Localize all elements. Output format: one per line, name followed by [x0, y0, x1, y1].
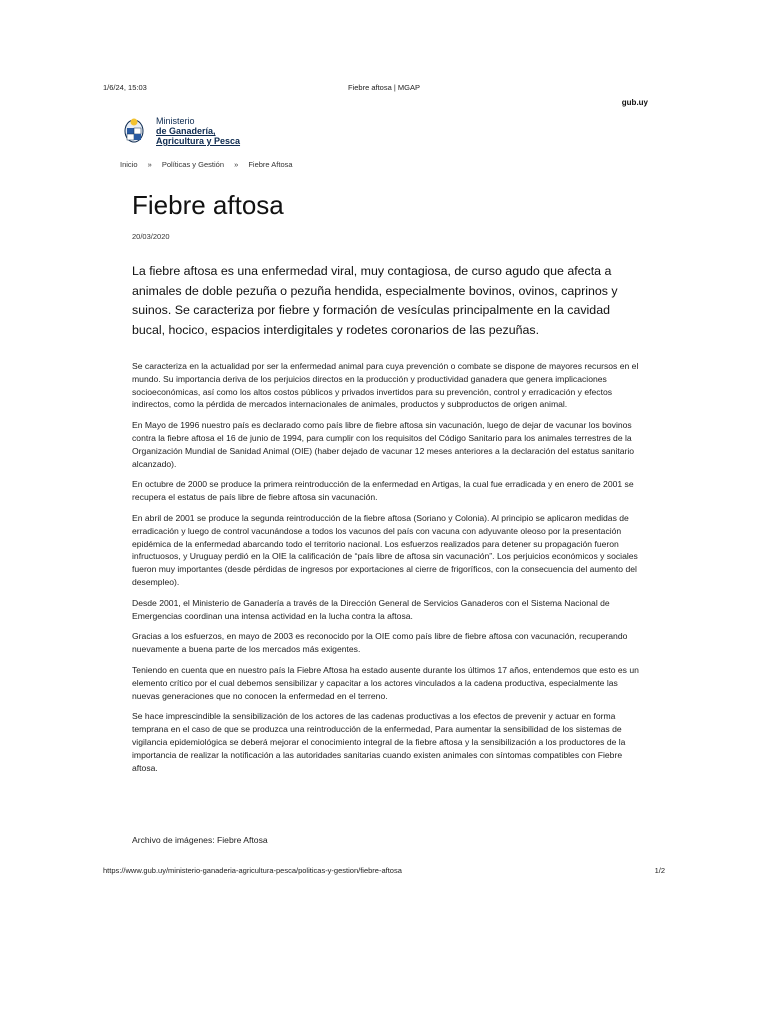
print-page-title: Fiebre aftosa | MGAP	[348, 83, 420, 92]
body-paragraph: En octubre de 2000 se produce la primera reintroducción de la enfermedad en Artigas, la cual fue erradicada y en enero de 2001 se recupera el estatus de país libre de fiebre aftosa sin vacunación.	[132, 479, 634, 503]
body-paragraph: Desde 2001, el Ministerio de Ganadería a través de la Dirección General de Servicios Ganaderos con el Sistema Nacional de Emergencias coordinan una intensa actividad en la lucha contra la aftosa.	[132, 597, 610, 621]
lead-paragraph: La fiebre aftosa es una enfermedad viral, muy contagiosa, de curso agudo que afecta a animales de doble pezuña o pezuña hendida, especialmente bovinos, ovinos, caprinos y suinos. Se caracteriza por fiebre y formación de vesículas principalmente en la cavidad bucal, hocico, espacios interdigitales y rodetes coronarios de las pezuñas.	[132, 264, 618, 337]
breadcrumb-politicas[interactable]: Políticas y Gestión	[161, 160, 224, 169]
ministry-logo[interactable]	[120, 116, 240, 146]
body-paragraph: En abril de 2001 se produce la segunda reintroducción de la fiebre aftosa (Soriano y Colonia). Al principio se aplicaron medidas de erradicación y luego de control vacunándose a todos los vacunos del país con vacuna con adyuvante oleoso por la presentación epidémica de la enfermedad abarcando todo el territorio nacional. Los esfuerzos realizados para detener su propagación fueron infructuosos, y Uruguay perdió en la OIE la calificación de “país libre de aftosa sin vacunación”. Los perjuicios económicos y sociales fueron muy importantes (desde pérdidas de ingresos por exportaciones al cierre de frigoríficos, con la consecuencia del aumento del desempleo).	[132, 512, 638, 587]
body-paragraph: Se hace imprescindible la sensibilización de los actores de las cadenas productivas a los efectos de prevenir y actuar en forma temprana en el caso de que se produzca una reintroducción de la enfermedad, Para aumentar la sensibilidad de los sistemas de vigilancia epidemiológica se deberá mejorar el conocimiento integral de la fiebre aftosa y la sensibilización a los productores de la importancia de realizar la notificación a las autoridades sanitarias cuando existen animales con síntomas compatibles con Fiebre aftosa.	[132, 711, 626, 773]
logo-line-2: de Ganadería,	[156, 126, 216, 136]
image-archive-link[interactable]: Archivo de imágenes: Fiebre Aftosa	[132, 835, 268, 845]
print-page-number: 1/2	[654, 866, 665, 875]
body-paragraph: En Mayo de 1996 nuestro país es declarado como país libre de fiebre aftosa sin vacunación, luego de dejar de vacunar los bovinos contra la fiebre aftosa el 16 de junio de 1994, para cumplir con los requisitos del Código Sanitario para los animales terrestres de la Organización Mundial de Sanidad Animal (OIE) (haber dejado de vacunar 12 meses anteriores a la declaración del estatus sanitario alcanzado).	[132, 420, 635, 469]
print-url: https://www.gub.uy/ministerio-ganaderia-agricultura-pesca/politicas-y-gestion/fiebre-aftosa	[103, 866, 402, 875]
coat-of-arms-icon	[120, 116, 148, 144]
body-paragraph: Se caracteriza en la actualidad por ser la enfermedad animal para cuya prevención o combate se dispone de mayores recursos en el mundo. Su importancia deriva de los perjuicios directos en la producción y productividad ganadera que genera implicaciones socioeconómicas, así como los altos costos públicos y privados invertidos para su prevención, control y erradicación y efectos indirectos, como la pérdida de mercados internacionales de animales, productos y subproductos de origen animal.	[132, 361, 639, 410]
body-paragraph: Teniendo en cuenta que en nuestro país la Fiebre Aftosa ha estado ausente durante los últimos 17 años, entendemos que esto es un elemento crítico por el cual debemos sensibilizar y capacitar a los actores vinculados a la cadena productiva, especialmente las nuevas generaciones que no conocen la enfermedad en el terreno.	[132, 664, 639, 701]
logo-line-1: Ministerio	[156, 116, 195, 126]
breadcrumb	[120, 160, 293, 169]
breadcrumb-separator: »	[147, 160, 152, 169]
breadcrumb-separator: »	[234, 160, 239, 169]
page-title: Fiebre aftosa	[132, 190, 284, 220]
article-body	[132, 360, 642, 782]
logo-line-3: Agricultura y Pesca	[156, 136, 241, 146]
breadcrumb-home[interactable]: Inicio	[120, 160, 138, 169]
body-paragraph: Gracias a los esfuerzos, en mayo de 2003 es reconocido por la OIE como país libre de fiebre aftosa con vacunación, recuperando nuevamente a buena parte de los mercados más exigentes.	[132, 631, 628, 655]
print-datetime: 1/6/24, 15:03	[103, 83, 147, 92]
gub-uy-label[interactable]: gub.uy	[621, 98, 648, 107]
publish-date: 20/03/2020	[132, 232, 170, 241]
breadcrumb-current: Fiebre Aftosa	[248, 160, 293, 169]
